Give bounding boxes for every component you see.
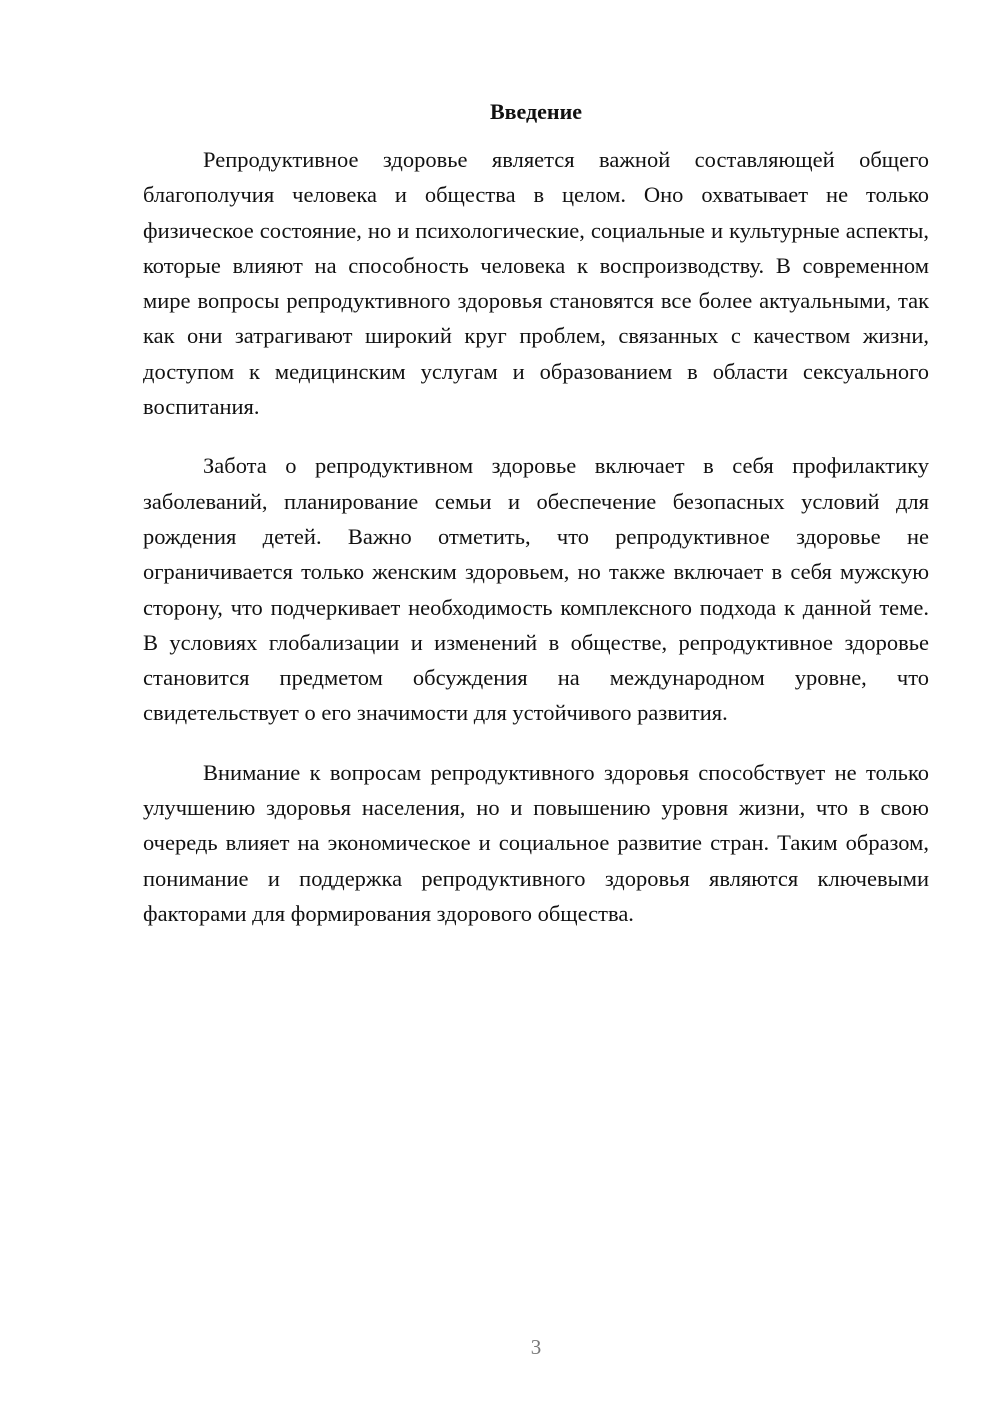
body-text <box>143 142 929 955</box>
page-number: 3 <box>530 1335 542 1359</box>
paragraph-2: Забота о репродуктивном здоровье включает в себя профилактику заболеваний, планирование семьи и обеспечение безопасных условий для рождения детей. Важно отметить, что репродуктивное здоровье не ограничивается только женским здоровьем, но также включает в себя мужскую сторону, что подчеркивает необходимость комплексного подхода к данной теме. В условиях глобализации и изменений в обществе, репродуктивное здоровье становится предметом обсуждения на международном уровне, что свидетельствует о его значимости для устойчивого развития. <box>143 453 929 726</box>
section-title: Введение <box>489 99 583 124</box>
paragraph-3: Внимание к вопросам репродуктивного здоровья способствует не только улучшению здоровья населения, но и повышению уровня жизни, что в свою очередь влияет на экономическое и социальное развитие стран. Таким образом, понимание и поддержка репродуктивного здоровья являются ключевыми факторами для формирования здорового общества. <box>143 759 929 926</box>
paragraph-1: Репродуктивное здоровье является важной составляющей общего благополучия человека и общества в целом. Оно охватывает не только физическое состояние, но и психологические, социальные и культурные аспекты, которые влияют на способность человека к воспроизводству. В современном мире вопросы репродуктивного здоровья становятся все более актуальными, так как они затрагивают широкий круг проблем, связанных с качеством жизни, доступом к медицинским услугам и образованием в области сексуального воспитания. <box>143 147 929 420</box>
